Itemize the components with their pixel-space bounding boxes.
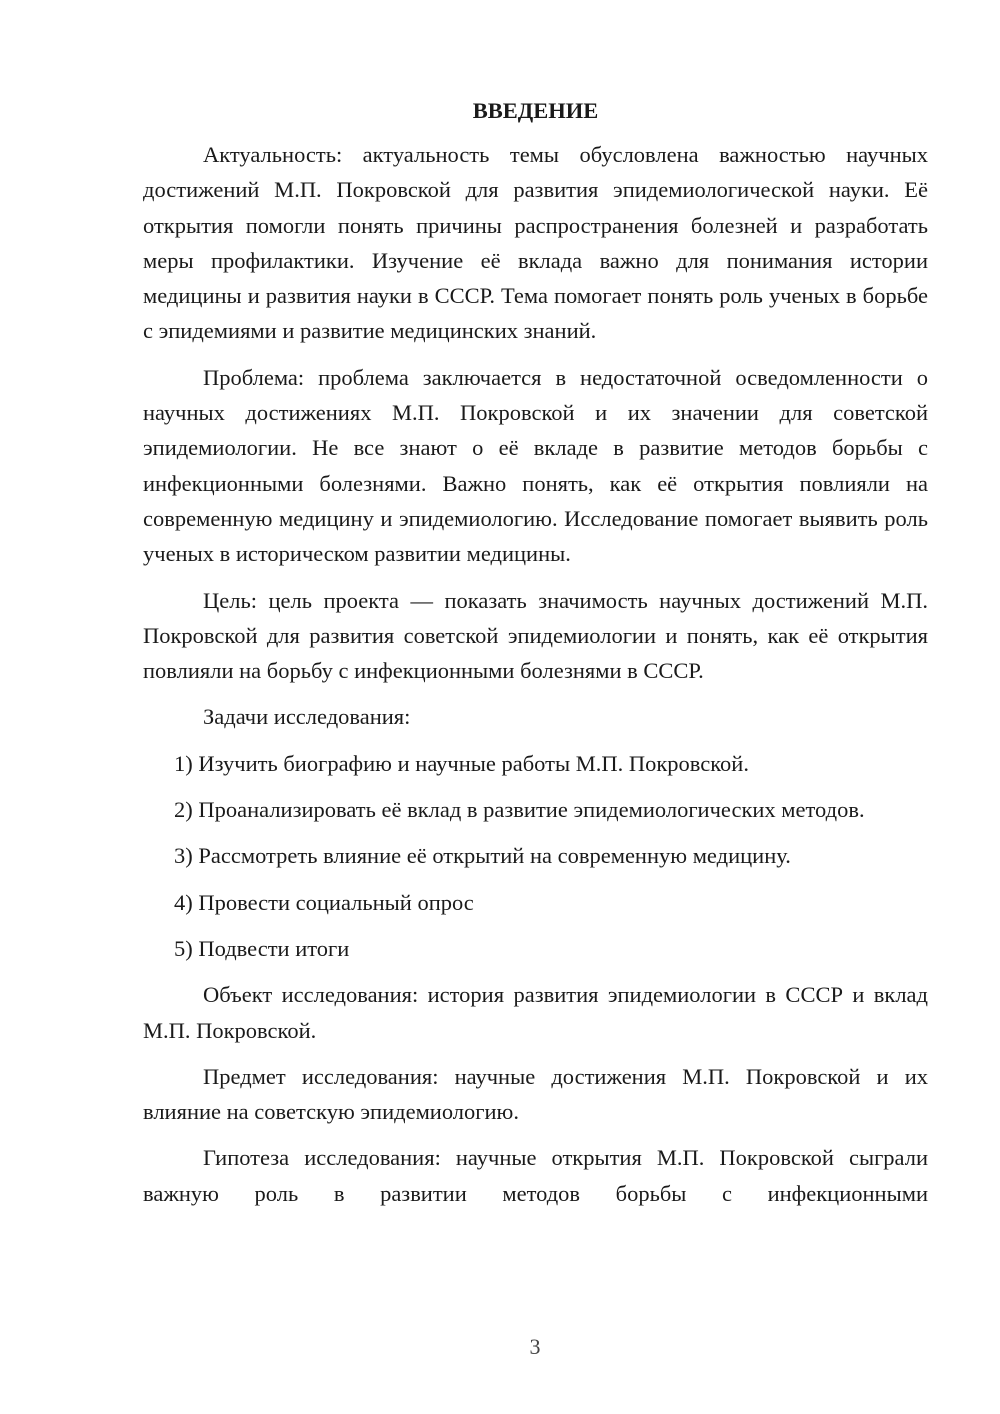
task-item-1: 1) Изучить биографию и научные работы М.П. Покровской. xyxy=(174,750,749,776)
paragraph-tasks-title: Задачи исследования: xyxy=(203,704,411,730)
task-item-3: 3) Рассмотреть влияние её открытий на современную медицину. xyxy=(174,843,791,869)
section-heading: ВВЕДЕНИЕ xyxy=(472,98,599,123)
document-body xyxy=(143,96,928,1222)
paragraph-relevance: Актуальность: актуальность темы обусловлена важностью научных достижений М.П. Покровской для развития эпидемиологической науки. Её открытия помогли понять причины распространения болезней и разработать меры профилактики. Изучение её вклада важно для понимания истории медицины и развития науки в СССР. Тема помогает понять роль ученых в борьбе с эпидемиями и развитие медицинских знаний. xyxy=(143,142,928,344)
task-item-2: 2) Проанализировать её вклад в развитие эпидемиологических методов. xyxy=(174,797,865,823)
paragraph-subject: Предмет исследования: научные достижения М.П. Покровской и их влияние на советскую эпидемиологию. xyxy=(143,1063,928,1125)
paragraph-goal: Цель: цель проекта — показать значимость научных достижений М.П. Покровской для развития советской эпидемиологии и понять, как её открытия повлияли на борьбу с инфекционными болезнями в СССР. xyxy=(143,587,928,684)
task-item-4: 4) Провести социальный опрос xyxy=(174,889,474,915)
paragraph-object: Объект исследования: история развития эпидемиологии в СССР и вклад М.П. Покровской. xyxy=(143,982,928,1043)
paragraph-hypothesis: Гипотеза исследования: научные открытия М.П. Покровской сыграли важную роль в развитии методов борьбы с инфекционными xyxy=(143,1145,928,1206)
page-number: 3 xyxy=(529,1334,541,1359)
paragraph-problem: Проблема: проблема заключается в недостаточной осведомленности о научных достижениях М.П. Покровской и их значении для советской эпидемиологии. Не все знают о её вкладе в развитие методов борьбы с инфекционными болезнями. Важно понять, как её открытия повлияли на современную медицину и эпидемиологию. Исследование помогает выявить роль ученых в историческом развитии медицины. xyxy=(143,364,928,567)
task-item-5: 5) Подвести итоги xyxy=(174,935,350,961)
